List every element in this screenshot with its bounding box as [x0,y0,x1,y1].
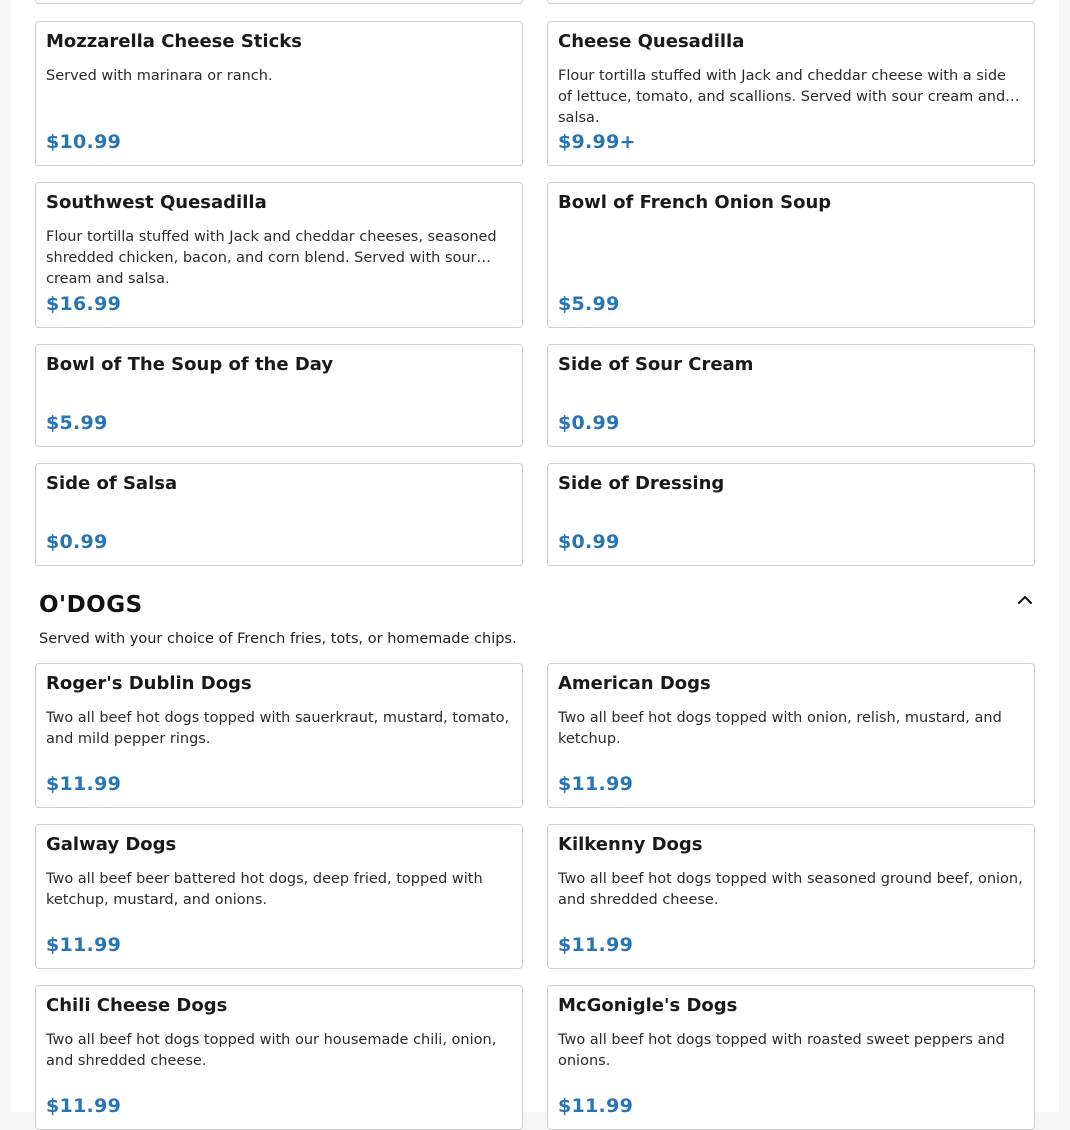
menu-item-name: Mozzarella Cheese Sticks [46,31,302,52]
collapse-section-button[interactable] [1011,588,1039,612]
menu-item-description: Two all beef hot dogs topped with onion, relish, mustard, and ketchup. [558,710,1002,747]
menu-item-name: Kilkenny Dogs [558,834,703,855]
menu-page [11,0,1059,1117]
menu-item-description: Two all beef hot dogs topped with seasoned ground beef, onion, and shredded cheese. [558,871,1023,908]
menu-item-name: Bowl of French Onion Soup [558,192,832,213]
menu-item-name: Side of Sour Cream [558,354,754,375]
menu-item-card[interactable] [547,985,1035,1130]
menu-item-card[interactable] [35,663,523,808]
menu-item-price: $9.99+ [558,131,636,153]
menu-item-card[interactable] [35,985,523,1130]
menu-item-price: $11.99 [558,1095,634,1117]
menu-item-price: $11.99 [46,773,122,795]
chevron-up-icon [1017,594,1033,606]
menu-item-name: Side of Salsa [46,473,178,494]
menu-item-name: Roger's Dublin Dogs [46,673,252,694]
menu-item-price: $5.99 [46,412,108,434]
menu-item-name: Southwest Quesadilla [46,192,267,213]
menu-item-name: Bowl of The Soup of the Day [46,354,334,375]
menu-item-price: $16.99 [46,293,122,315]
menu-item-price: $11.99 [46,934,122,956]
menu-item-price: $11.99 [46,1095,122,1117]
menu-item-price: $11.99 [558,934,634,956]
menu-item-description: Two all beef hot dogs topped with roasted sweet peppers and onions. [558,1032,1005,1069]
menu-item-description: Two all beef hot dogs topped with our housemade chili, onion, and shredded cheese. [46,1032,497,1069]
menu-item-price: $5.99 [558,293,620,315]
menu-item-price: $11.99 [558,773,634,795]
menu-item-card[interactable] [547,344,1035,447]
menu-item-description: Two all beef hot dogs topped with sauerkraut, mustard, tomato, and mild pepper rings. [46,710,510,747]
menu-item-card[interactable] [35,21,523,166]
menu-item-card[interactable] [547,182,1035,328]
menu-item-description: Two all beef beer battered hot dogs, deep fried, topped with ketchup, mustard, and onions. [46,871,483,908]
menu-item-description: Flour tortilla stuffed with Jack and cheddar cheeses, seasoned shredded chicken, bacon, and corn blend. Served with sour cream and salsa. [46,229,497,287]
menu-item-name: Side of Dressing [558,473,725,494]
menu-item-card[interactable] [547,663,1035,808]
menu-item-price: $10.99 [46,131,122,153]
section-title: O'DOGS [39,592,143,618]
menu-item-price: $0.99 [558,412,620,434]
menu-item-name: American Dogs [558,673,711,694]
menu-item-card[interactable] [547,824,1035,969]
menu-item-price: $0.99 [46,531,108,553]
section-description: Served with your choice of French fries, tots, or homemade chips. [39,631,517,647]
menu-item-name: McGonigle's Dogs [558,995,738,1016]
menu-item-name: Galway Dogs [46,834,177,855]
menu-item-description: Flour tortilla stuffed with Jack and cheddar cheese with a side of lettuce, tomato, and scallions. Served with sour cream and salsa. [558,68,1006,126]
menu-item-card[interactable] [35,344,523,447]
menu-item-price: $0.99 [558,531,620,553]
menu-item-card-clipped[interactable] [35,0,523,4]
menu-item-name: Cheese Quesadilla [558,31,745,52]
menu-item-card[interactable] [35,824,523,969]
menu-item-card[interactable] [35,463,523,566]
menu-item-card[interactable] [547,463,1035,566]
menu-item-card[interactable] [547,21,1035,166]
menu-item-description: Served with marinara or ranch. [46,68,273,84]
menu-item-name: Chili Cheese Dogs [46,995,228,1016]
menu-item-card[interactable] [35,182,523,328]
menu-item-card-clipped[interactable] [547,0,1035,4]
